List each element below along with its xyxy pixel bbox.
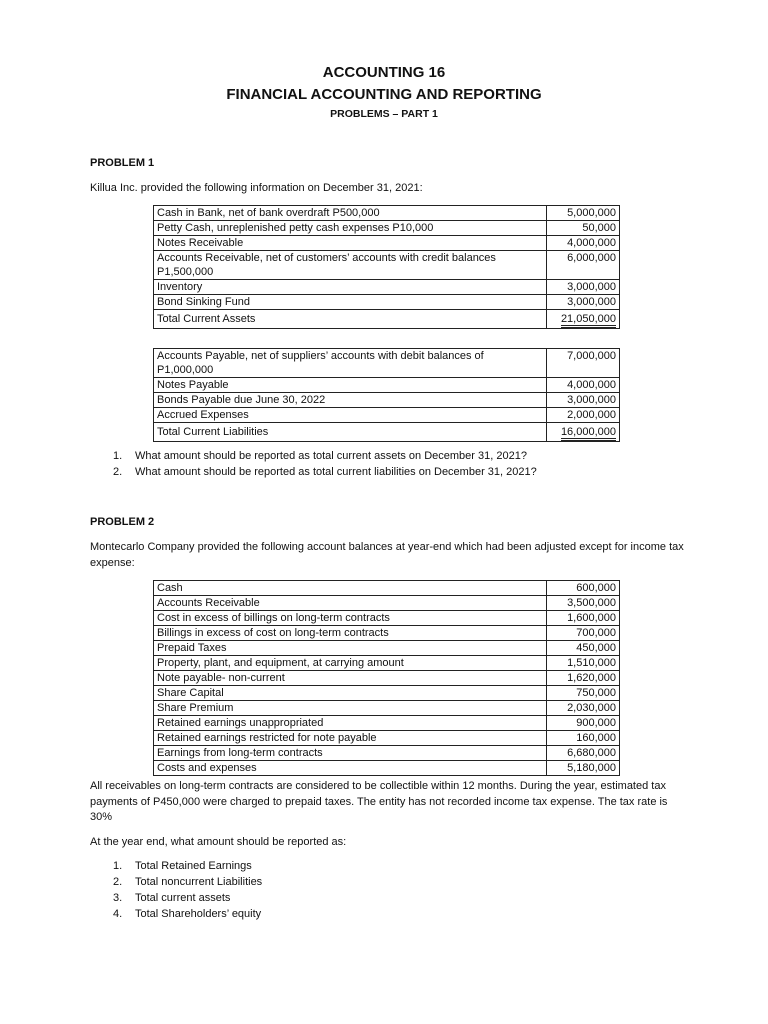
account-balances-table <box>153 580 620 776</box>
list-item <box>113 448 537 464</box>
table-row <box>154 221 620 236</box>
row-value: 3,000,000 <box>547 280 620 295</box>
table-row <box>154 761 620 776</box>
total-amount: 16,000,000 <box>561 426 616 441</box>
list-item <box>113 874 262 890</box>
table-row <box>154 716 620 731</box>
table-row <box>154 280 620 295</box>
table-row <box>154 251 620 280</box>
course-title: ACCOUNTING 16 <box>322 64 446 81</box>
problem2-intro: Montecarlo Company provided the following account balances at year-end which had been adjusted except for income tax expense: <box>90 541 684 569</box>
table-row <box>154 686 620 701</box>
row-value: 750,000 <box>547 686 620 701</box>
row-label: Notes Payable <box>154 378 547 393</box>
total-row <box>154 423 620 442</box>
table-row <box>154 349 620 378</box>
question-text: What amount should be reported as total current assets on December 31, 2021? <box>135 450 527 462</box>
table-row <box>154 671 620 686</box>
total-label: Total Current Liabilities <box>154 423 547 442</box>
row-label: Earnings from long-term contracts <box>154 746 547 761</box>
row-label: Share Premium <box>154 701 547 716</box>
problem2-question-intro: At the year end, what amount should be reported as: <box>90 836 347 848</box>
table-row <box>154 581 620 596</box>
question-number: 4. <box>113 908 123 920</box>
problem2-questions <box>113 858 262 922</box>
row-label: Bonds Payable due June 30, 2022 <box>154 393 547 408</box>
question-number: 1. <box>113 860 123 872</box>
question-text: Total Retained Earnings <box>135 860 252 872</box>
list-item <box>113 890 262 906</box>
row-label: Retained earnings restricted for note payable <box>154 731 547 746</box>
question-number: 2. <box>113 876 123 888</box>
row-value: 600,000 <box>547 581 620 596</box>
table-row <box>154 408 620 423</box>
row-label: Cash in Bank, net of bank overdraft P500,000 <box>154 206 547 221</box>
table-row <box>154 236 620 251</box>
row-value: 1,620,000 <box>547 671 620 686</box>
list-item <box>113 858 262 874</box>
table-row <box>154 596 620 611</box>
current-liabilities-table <box>153 348 620 442</box>
problem1-heading: PROBLEM 1 <box>90 157 155 169</box>
subject-title: FINANCIAL ACCOUNTING AND REPORTING <box>226 86 542 103</box>
question-number: 1. <box>113 450 123 462</box>
total-amount: 21,050,000 <box>561 313 616 328</box>
problem1-questions <box>113 448 537 480</box>
list-item <box>113 906 262 922</box>
table-row <box>154 611 620 626</box>
question-number: 3. <box>113 892 123 904</box>
question-text: What amount should be reported as total current liabilities on December 31, 2021? <box>135 466 537 478</box>
row-label: Petty Cash, unreplenished petty cash expenses P10,000 <box>154 221 547 236</box>
current-assets-table <box>153 205 620 329</box>
table-row <box>154 746 620 761</box>
total-row <box>154 310 620 329</box>
table-row <box>154 641 620 656</box>
table-row <box>154 701 620 716</box>
question-text: Total noncurrent Liabilities <box>135 876 263 888</box>
total-value <box>547 423 620 442</box>
row-label: Property, plant, and equipment, at carrying amount <box>154 656 547 671</box>
row-value: 6,000,000 <box>547 251 620 280</box>
row-label: Prepaid Taxes <box>154 641 547 656</box>
row-label: Inventory <box>154 280 547 295</box>
row-value: 700,000 <box>547 626 620 641</box>
row-label: Cash <box>154 581 547 596</box>
table-row <box>154 206 620 221</box>
row-label: Notes Receivable <box>154 236 547 251</box>
row-value: 900,000 <box>547 716 620 731</box>
row-value: 7,000,000 <box>547 349 620 378</box>
question-number: 2. <box>113 466 123 478</box>
row-label: Costs and expenses <box>154 761 547 776</box>
row-value: 5,180,000 <box>547 761 620 776</box>
question-text: Total Shareholders’ equity <box>135 908 262 920</box>
row-value: 6,680,000 <box>547 746 620 761</box>
list-item <box>113 464 537 480</box>
problem2-heading: PROBLEM 2 <box>90 516 155 528</box>
row-value: 1,600,000 <box>547 611 620 626</box>
row-label: Accounts Receivable <box>154 596 547 611</box>
total-value <box>547 310 620 329</box>
total-label: Total Current Assets <box>154 310 547 329</box>
row-value: 3,000,000 <box>547 393 620 408</box>
row-value: 3,000,000 <box>547 295 620 310</box>
row-value: 3,500,000 <box>547 596 620 611</box>
problem2-note: All receivables on long-term contracts are considered to be collectible within 12 months. During the year, estimated tax payments of P450,000 were charged to prepaid taxes. The entity has not recorded income tax expense. The tax rate is 30% <box>90 780 668 823</box>
table-row <box>154 656 620 671</box>
row-value: 160,000 <box>547 731 620 746</box>
row-label: Accounts Payable, net of suppliers’ accounts with debit balances of P1,000,000 <box>154 349 547 378</box>
row-label: Cost in excess of billings on long-term contracts <box>154 611 547 626</box>
question-text: Total current assets <box>135 892 231 904</box>
table-row <box>154 378 620 393</box>
row-value: 450,000 <box>547 641 620 656</box>
table-row <box>154 295 620 310</box>
row-label: Accounts Receivable, net of customers’ accounts with credit balances P1,500,000 <box>154 251 547 280</box>
row-label: Billings in excess of cost on long-term contracts <box>154 626 547 641</box>
problems-subtitle: PROBLEMS – PART 1 <box>330 108 438 120</box>
row-label: Note payable- non-current <box>154 671 547 686</box>
row-value: 5,000,000 <box>547 206 620 221</box>
row-value: 2,030,000 <box>547 701 620 716</box>
row-value: 4,000,000 <box>547 236 620 251</box>
problem1-intro: Killua Inc. provided the following information on December 31, 2021: <box>90 182 423 194</box>
table-row <box>154 731 620 746</box>
table-row <box>154 626 620 641</box>
table-row <box>154 393 620 408</box>
row-value: 2,000,000 <box>547 408 620 423</box>
row-value: 50,000 <box>547 221 620 236</box>
row-label: Share Capital <box>154 686 547 701</box>
row-value: 4,000,000 <box>547 378 620 393</box>
row-label: Accrued Expenses <box>154 408 547 423</box>
row-label: Bond Sinking Fund <box>154 295 547 310</box>
row-label: Retained earnings unappropriated <box>154 716 547 731</box>
row-value: 1,510,000 <box>547 656 620 671</box>
